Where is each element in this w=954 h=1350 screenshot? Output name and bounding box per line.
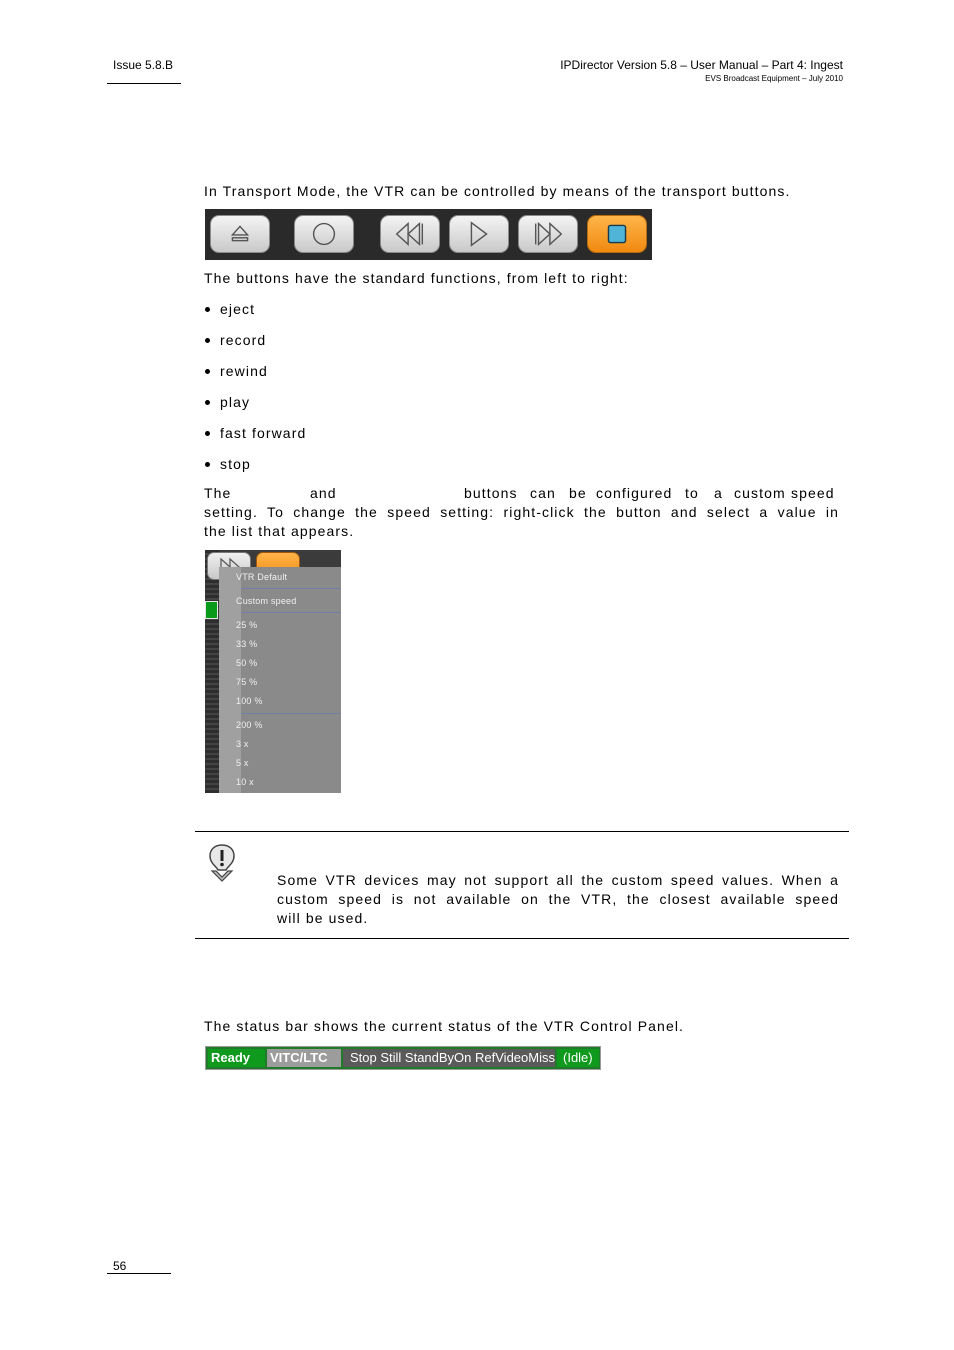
eject-button[interactable]: [210, 215, 270, 253]
stop-button[interactable]: [587, 215, 647, 253]
play-icon: [450, 216, 508, 252]
status-bar: [205, 1046, 601, 1070]
note-bottom-rule: [195, 938, 849, 939]
custom-speed-line3: the list that appears.: [204, 523, 355, 539]
menu-item-custom-speed[interactable]: Custom speed: [236, 596, 297, 606]
rewind-icon: [381, 216, 439, 252]
custom-speed-line1: The and buttons can be configured to a custom speed: [204, 485, 835, 501]
menu-item-25[interactable]: 25 %: [236, 620, 258, 630]
footer-rule: [107, 1273, 171, 1274]
note-top-rule: [195, 831, 849, 832]
status-ready: Ready: [208, 1049, 265, 1067]
menu-item-5x[interactable]: 5 x: [236, 758, 249, 768]
fast-forward-icon: [519, 216, 577, 252]
status-indicator: [205, 601, 218, 619]
bullet-item: play: [205, 394, 250, 410]
menu-item-33[interactable]: 33 %: [236, 639, 258, 649]
note-line3: will be used.: [277, 910, 369, 926]
bullet-item: stop: [205, 456, 251, 472]
rewind-button[interactable]: [380, 215, 440, 253]
record-icon: [295, 216, 353, 252]
menu-item-3x[interactable]: 3 x: [236, 739, 249, 749]
note-line2: custom speed is not available on the VTR, the closest available speed: [277, 891, 839, 907]
bullet-item: rewind: [205, 363, 268, 379]
transport-bar: [205, 209, 652, 260]
menu-item-75[interactable]: 75 %: [236, 677, 258, 687]
bullet-item: eject: [205, 301, 255, 317]
note-line1: Some VTR devices may not support all the custom speed values. When a: [277, 872, 839, 888]
eject-icon: [211, 216, 269, 252]
page-number: 56: [113, 1259, 127, 1273]
bullet-item: fast forward: [205, 425, 306, 441]
play-button[interactable]: [449, 215, 509, 253]
issue-label: Issue 5.8.B: [113, 58, 174, 72]
status-state: (Idle): [557, 1049, 599, 1067]
record-button[interactable]: [294, 215, 354, 253]
menu-item-100[interactable]: 100 %: [236, 696, 263, 706]
intro-paragraph: In Transport Mode, the VTR can be controlled by means of the transport buttons.: [204, 183, 791, 199]
functions-intro: The buttons have the standard functions, from left to right:: [204, 270, 629, 286]
speed-menu-screenshot: [205, 550, 341, 793]
document-subtitle: EVS Broadcast Equipment – July 2010: [705, 74, 843, 83]
menu-item-50[interactable]: 50 %: [236, 658, 258, 668]
status-timecode: VITC/LTC: [267, 1049, 341, 1067]
stop-icon: [588, 216, 646, 252]
menu-item-200[interactable]: 200 %: [236, 720, 263, 730]
header-left-rule: [107, 83, 181, 84]
status-flags: Stop Still StandByOn RefVideoMiss: [343, 1049, 555, 1067]
status-intro: The status bar shows the current status of the VTR Control Panel.: [204, 1018, 685, 1034]
fast-forward-button[interactable]: [518, 215, 578, 253]
menu-item-10x[interactable]: 10 x: [236, 777, 254, 787]
menu-item-vtr-default[interactable]: VTR Default: [236, 572, 288, 582]
bullet-item: record: [205, 332, 266, 348]
warning-icon: [206, 843, 238, 883]
custom-speed-line2: setting. To change the speed setting: right-click the button and select a value in: [204, 504, 839, 520]
document-title: IPDirector Version 5.8 – User Manual – Part 4: Ingest: [560, 58, 843, 72]
